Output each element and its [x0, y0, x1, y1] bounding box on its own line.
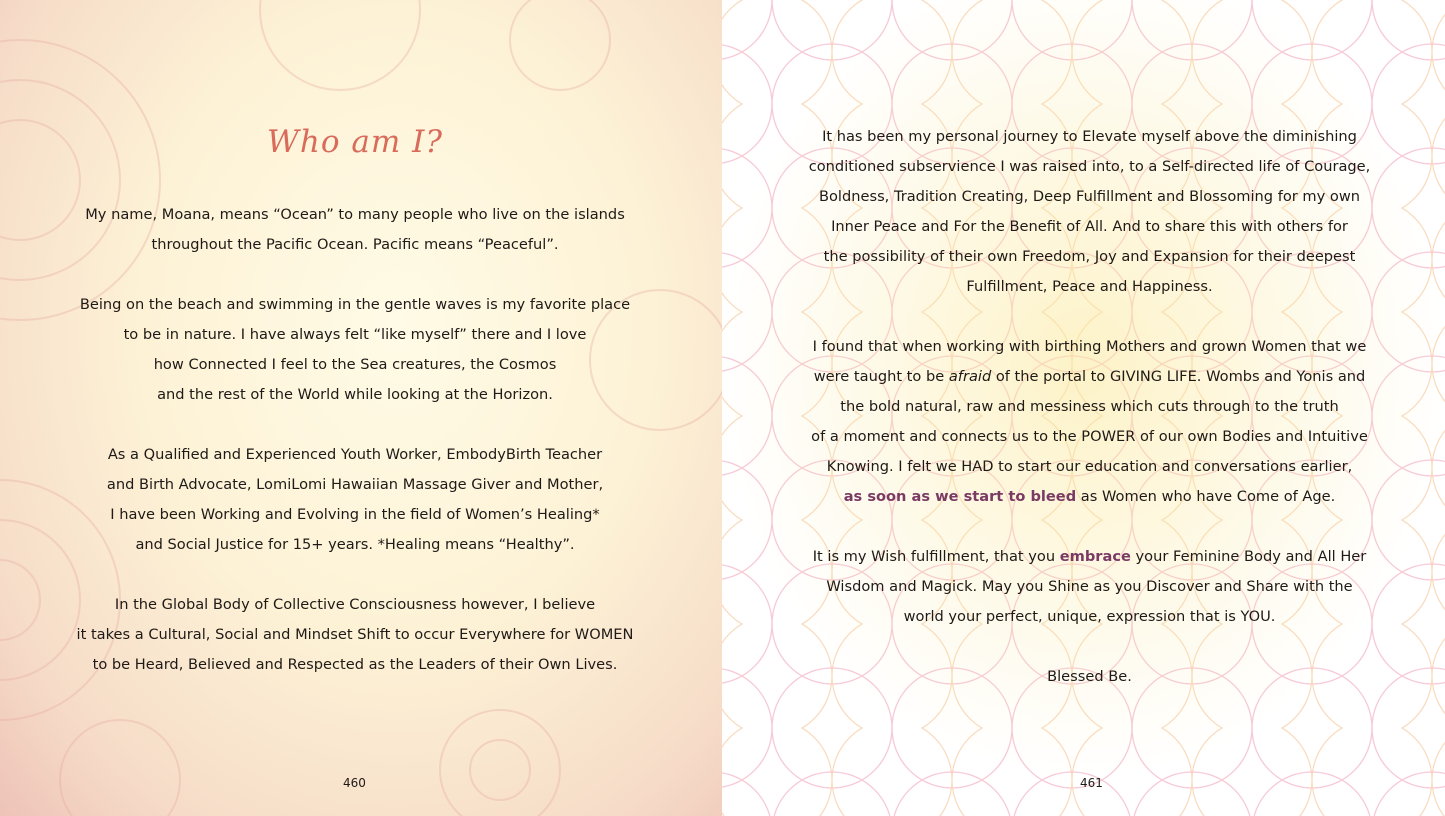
text-segment: the possibility of their own Freedom, Joy and Expansion for their deepest	[823, 248, 1356, 265]
text-line	[722, 362, 1445, 392]
right-page	[722, 0, 1445, 816]
text-line: it takes a Cultural, Social and Mindset Shift to occur Everywhere for WOMEN	[76, 626, 634, 643]
paragraph	[0, 440, 710, 560]
text-segment: I found that when working with birthing Mothers and grown Women that we	[812, 338, 1367, 355]
text-segment: Boldness, Tradition Creating, Deep Fulfillment and Blossoming for my own	[818, 188, 1360, 205]
paragraph	[722, 122, 1445, 302]
text-line	[722, 332, 1445, 362]
text-line	[722, 482, 1445, 512]
text-segment: world your perfect, unique, expression that is YOU.	[903, 608, 1276, 625]
text-line: As a Qualified and Experienced Youth Worker, EmbodyBirth Teacher	[107, 446, 603, 463]
text-line	[722, 182, 1445, 212]
text-segment: conditioned subservience I was raised into, to a Self-directed life of Courage,	[808, 158, 1371, 175]
text-segment: Blessed Be.	[1047, 668, 1132, 685]
text-line	[722, 662, 1445, 692]
text-line	[722, 572, 1445, 602]
text-line	[722, 272, 1445, 302]
page-number-left: 460	[343, 776, 366, 790]
left-page	[0, 0, 722, 816]
page-number-right: 461	[1080, 776, 1103, 790]
text-line: I have been Working and Evolving in the field of Women’s Healing*	[110, 506, 600, 523]
text-segment: the bold natural, raw and messiness which cuts through to the truth	[840, 398, 1339, 415]
text-line	[722, 392, 1445, 422]
text-line	[722, 602, 1445, 632]
text-segment: Fulfillment, Peace and Happiness.	[966, 278, 1213, 295]
text-segment: It is my Wish fulfillment, that you	[812, 548, 1060, 565]
emphasis-text: embrace	[1059, 548, 1131, 565]
text-segment: were taught to be	[813, 368, 949, 385]
text-line	[722, 212, 1445, 242]
text-segment: of the portal to GIVING LIFE. Wombs and Yonis and	[991, 368, 1366, 385]
text-line: throughout the Pacific Ocean. Pacific means “Peaceful”.	[151, 236, 559, 253]
text-line	[722, 242, 1445, 272]
paragraph	[722, 542, 1445, 632]
paragraph	[722, 332, 1445, 512]
text-segment: your Feminine Body and All Her	[1130, 548, 1367, 565]
text-line: to be in nature. I have always felt “like myself” there and I love	[123, 326, 587, 343]
text-line	[722, 542, 1445, 572]
right-body-text	[722, 122, 1445, 722]
paragraph	[722, 662, 1445, 692]
text-line: and Birth Advocate, LomiLomi Hawaiian Massage Giver and Mother,	[106, 476, 604, 493]
text-line	[722, 152, 1445, 182]
text-line: to be Heard, Believed and Respected as the Leaders of their Own Lives.	[92, 656, 618, 673]
text-segment: Wisdom and Magick. May you Shine as you Discover and Share with the	[826, 578, 1353, 595]
paragraph	[0, 200, 710, 260]
page-title: Who am I?	[267, 124, 443, 160]
text-segment: Inner Peace and For the Benefit of All. And to share this with others for	[831, 218, 1348, 235]
text-line: In the Global Body of Collective Consciousness however, I believe	[114, 596, 596, 613]
text-line	[722, 422, 1445, 452]
text-segment: as Women who have Come of Age.	[1076, 488, 1336, 505]
text-segment: Knowing. I felt we HAD to start our education and conversations earlier,	[826, 458, 1353, 475]
paragraph	[0, 590, 710, 680]
italic-text: afraid	[948, 368, 992, 385]
text-line: Being on the beach and swimming in the gentle waves is my favorite place	[79, 296, 631, 313]
text-line: and the rest of the World while looking at the Horizon.	[157, 386, 553, 403]
text-line: and Social Justice for 15+ years. *Healing means “Healthy”.	[135, 536, 575, 553]
emphasis-text: as soon as we start to bleed	[843, 488, 1077, 505]
paragraph	[0, 290, 710, 410]
text-line: how Connected I feel to the Sea creatures, the Cosmos	[153, 356, 557, 373]
text-line	[722, 122, 1445, 152]
text-line: My name, Moana, means “Ocean” to many people who live on the islands	[85, 206, 625, 223]
text-segment: of a moment and connects us to the POWER of our own Bodies and Intuitive	[811, 428, 1368, 445]
text-line	[722, 452, 1445, 482]
left-body-text	[0, 200, 710, 710]
text-segment: It has been my personal journey to Elevate myself above the diminishing	[822, 128, 1357, 145]
